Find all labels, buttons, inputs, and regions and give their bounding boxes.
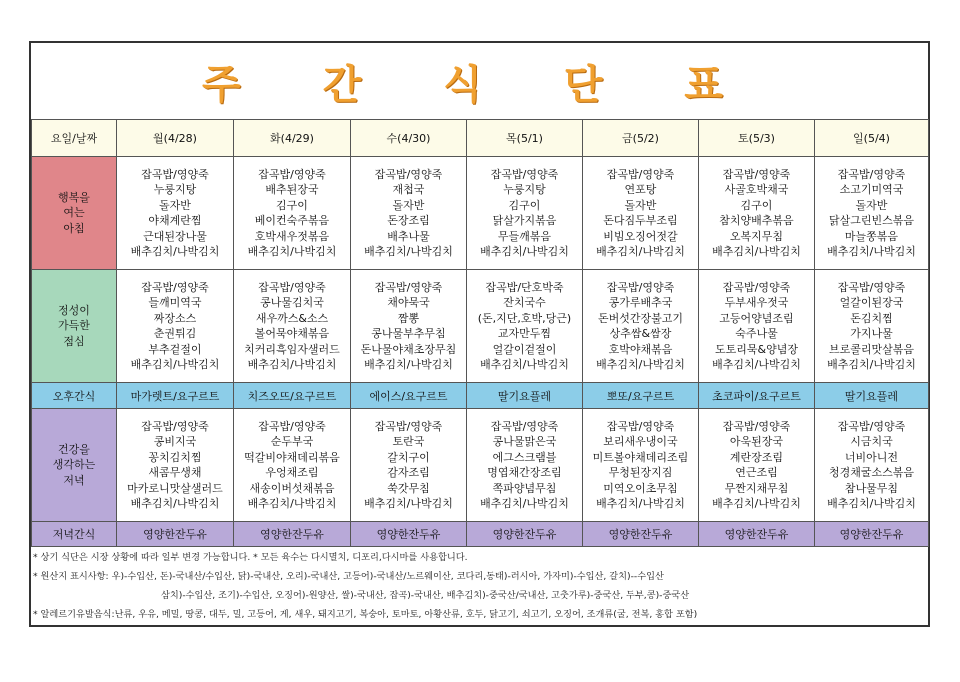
menu-item: 잡곡밥/영양죽 [141, 167, 209, 181]
breakfast-label [32, 157, 117, 270]
menu-item: 고등어양념조림 [719, 311, 794, 325]
menu-item: 배추김치/나박김치 [247, 358, 337, 371]
evening-snack-cell: 영양한잔두유 [351, 522, 467, 547]
menu-item: 잡곡밥/영양죽 [722, 419, 791, 433]
label-line: 저녁 [63, 473, 85, 487]
label-line: 행복을 [58, 190, 90, 204]
menu-item: 아욱된장국 [729, 435, 784, 448]
menu-item: 야채계란찜 [148, 214, 202, 227]
menu-item: 콩가루배추국 [608, 296, 673, 309]
menu-item: 잡곡밥/영양죽 [606, 280, 675, 294]
menu-item: 돌자반 [392, 198, 425, 212]
menu-item: 배추김치/나박김치 [827, 245, 916, 258]
menu-item: 비빔오징어젓갈 [603, 229, 678, 243]
menu-item: 잡곡밥/영양죽 [837, 167, 906, 181]
evening-snack-cell: 영양한잔두유 [234, 522, 351, 547]
menu-item: 배추김치/나박김치 [130, 497, 220, 510]
lunch-label [32, 270, 117, 383]
dinner-cell [699, 409, 815, 522]
evening-snack-cell: 영양한잔두유 [467, 522, 583, 547]
lunch-cell [234, 270, 351, 383]
menu-item: 잡곡밥/영양죽 [490, 167, 559, 181]
menu-item: 베이컨숙주볶음 [254, 214, 330, 227]
menu-item: 잡곡밥/영양죽 [490, 419, 559, 433]
menu-item: 잡곡밥/영양죽 [258, 419, 326, 433]
menu-item: 호박새우젓볶음 [254, 229, 330, 243]
label-line: 정성이 [58, 303, 90, 317]
menu-item: 짬뽕 [397, 311, 420, 325]
menu-item: 잡곡밥/영양죽 [722, 167, 791, 181]
menu-item: 배추김치/나박김치 [480, 358, 569, 371]
evening-snack-cell: 영양한잔두유 [815, 522, 929, 547]
menu-item: 갈치구이 [387, 450, 430, 464]
breakfast-row [32, 157, 929, 270]
menu-item: 누룽지탕 [153, 183, 197, 196]
day-header: 일(5/4) [815, 120, 929, 157]
menu-item: 도토리묵&양념장 [715, 342, 798, 356]
evening-snack-cell: 영양한잔두유 [117, 522, 234, 547]
dinner-cell [583, 409, 699, 522]
note-line: * 상기 식단은 시장 상황에 따라 일부 변경 가능합니다. * 모든 육수는 다시멸치, 디포리,다시마를 사용합니다. [33, 552, 468, 563]
menu-item: 새송이버섯채볶음 [249, 481, 335, 495]
menu-item: 너비아니전 [844, 450, 899, 464]
menu-item: 잡곡밥/영양죽 [606, 419, 675, 433]
menu-item: 잡곡밥/영양죽 [722, 280, 791, 294]
menu-item: 무짠지채무침 [724, 481, 789, 495]
menu-item: 배추김치/나박김치 [712, 245, 801, 258]
day-header: 토(5/3) [699, 120, 815, 157]
menu-item: 춘권튀김 [153, 327, 197, 340]
note-line: * 알레르기유발음식:난류, 우유, 메밀, 땅콩, 대두, 밀, 고등어, 게, 새우, 돼지고기, 복숭아, 토마토, 아황산류, 호두, 닭고기, 쇠고기, 오징어, 조개류(굴, 전복, 홍합 포함) [33, 609, 698, 620]
menu-item: 잡곡밥/영양죽 [606, 167, 675, 181]
label-line: 가득한 [58, 319, 90, 333]
menu-item: 무들깨볶음 [497, 229, 552, 243]
menu-item: 짜장소스 [153, 311, 197, 325]
menu-item: 닭살그린빈스볶음 [828, 214, 914, 227]
menu-item: 명엽채간장조림 [487, 466, 562, 479]
snack-cell: 마가렛트/요구르트 [117, 383, 234, 409]
menu-item: 배추김치/나박김치 [596, 497, 685, 510]
menu-item: 잡곡밥/영양죽 [837, 419, 906, 433]
evening-snack-label: 저녁간식 [32, 522, 117, 547]
menu-item: 새우까스&소스 [255, 311, 329, 325]
snack-cell: 딸기요플레 [815, 383, 929, 409]
evening-snack-cell: 영양한잔두유 [699, 522, 815, 547]
menu-item: 숙주나물 [735, 327, 778, 340]
menu-item: 배추김치/나박김치 [247, 245, 337, 258]
menu-item: 잡곡밥/영양죽 [258, 167, 326, 181]
label-line: 여는 [63, 206, 85, 220]
menu-item: 배추김치/나박김치 [364, 497, 453, 510]
breakfast-cell [583, 157, 699, 270]
header-row [32, 120, 929, 157]
menu-item: 콩비지국 [153, 435, 197, 448]
menu-item: 얼갈이겉절이 [492, 342, 557, 356]
dinner-row [32, 409, 929, 522]
menu-item: 참치양배추볶음 [719, 214, 794, 227]
menu-item: 배추김치/나박김치 [130, 245, 220, 258]
day-header: 수(4/30) [351, 120, 467, 157]
menu-item: 시금치국 [850, 435, 893, 448]
menu-item: 김구이 [740, 198, 773, 212]
menu-item: 배추김치/나박김치 [364, 358, 453, 371]
menu-item: 배추김치/나박김치 [480, 245, 569, 258]
menu-item: 돌자반 [855, 198, 888, 212]
menu-item: 감자조림 [387, 466, 430, 479]
menu-item: 돈버섯간장불고기 [597, 311, 683, 325]
menu-item: 부추겉절이 [148, 342, 202, 356]
label-line: 건강을 [58, 442, 90, 456]
snack-cell: 치즈오뜨/요구르트 [234, 383, 351, 409]
lunch-cell [467, 270, 583, 383]
menu-item: 배추된장국 [265, 183, 319, 196]
menu-item: 누룽지탕 [503, 183, 546, 196]
page-title: 주 간 식 단 표 [202, 60, 757, 108]
title-banner [31, 43, 928, 121]
menu-item: 잡곡밥/영양죽 [374, 167, 443, 181]
snack-cell: 뽀또/요구르트 [583, 383, 699, 409]
menu-item: 잡곡밥/영양죽 [374, 419, 443, 433]
dinner-cell [351, 409, 467, 522]
dinner-cell [815, 409, 929, 522]
menu-item: 배추김치/나박김치 [596, 245, 685, 258]
breakfast-cell [815, 157, 929, 270]
snack-cell: 에이스/요구르트 [351, 383, 467, 409]
menu-item: 오복지무침 [729, 229, 784, 243]
breakfast-cell [467, 157, 583, 270]
menu-item: 배추김치/나박김치 [712, 358, 801, 371]
menu-item: 배추김치/나박김치 [827, 358, 916, 371]
menu-item: 쪽파양념무침 [492, 481, 557, 495]
snack-label: 오후간식 [32, 383, 117, 409]
snack-cell: 초코파이/요구르트 [699, 383, 815, 409]
menu-item: 김구이 [276, 198, 308, 212]
menu-item: 미트볼야채데리조림 [592, 450, 689, 464]
menu-item: 배추김치/나박김치 [827, 497, 916, 510]
menu-item: 돌자반 [159, 198, 191, 212]
menu-item: 배추김치/나박김치 [130, 358, 220, 371]
menu-item: 잡곡밥/단호박죽 [485, 280, 564, 294]
menu-item: 교자만두찜 [497, 327, 552, 340]
menu-item: 콩나물부추무침 [371, 327, 446, 340]
menu-item: 근대된장나물 [143, 229, 207, 243]
lunch-row [32, 270, 929, 383]
menu-item: 잡곡밥/영양죽 [258, 280, 326, 294]
menu-item: 사골호박채국 [724, 183, 789, 196]
menu-item: 돈장조림 [387, 214, 430, 227]
menu-item: 배추김치/나박김치 [247, 497, 337, 510]
menu-item: 돈나물야채초장무침 [360, 342, 457, 356]
menu-item: 꽁치김치찜 [148, 450, 202, 464]
menu-item: 치커리흑임자샐러드 [244, 342, 340, 356]
menu-item: 마늘쫑볶음 [844, 229, 899, 243]
menu-sheet [29, 41, 930, 627]
menu-item: 브로콜리맛살볶음 [828, 342, 914, 356]
menu-item: 볼어묵야채볶음 [254, 327, 330, 340]
menu-item: 쑥갓무침 [387, 481, 430, 495]
menu-item: 돌자반 [624, 198, 657, 212]
menu-item: 청경채굴소스볶음 [828, 466, 914, 479]
breakfast-cell [117, 157, 234, 270]
day-header: 화(4/29) [234, 120, 351, 157]
day-header: 금(5/2) [583, 120, 699, 157]
label-line: 점심 [63, 334, 85, 348]
notes-section [33, 548, 926, 624]
menu-item: 토란국 [392, 435, 425, 448]
breakfast-cell [351, 157, 467, 270]
dinner-cell [117, 409, 234, 522]
menu-item: 우엉채조림 [265, 466, 319, 479]
note-line: * 원산지 표시사항: 우)-수입산, 돈)-국내산/수입산, 닭)-국내산, 오리)-국내산, 고등어)-국내산/노르웨이산, 코다리,동태)-러시아, 가자미)-수입산, 갈치)--수입산 [33, 571, 664, 582]
lunch-cell [699, 270, 815, 383]
menu-item: 잡곡밥/영양죽 [374, 280, 443, 294]
menu-item: 두부새우젓국 [724, 296, 789, 309]
menu-item: 배추김치/나박김치 [596, 358, 685, 371]
lunch-cell [815, 270, 929, 383]
menu-item: 마카로니맛살샐러드 [127, 481, 223, 495]
day-header: 목(5/1) [467, 120, 583, 157]
menu-item: 순두부국 [270, 435, 314, 448]
snack-row [32, 383, 929, 409]
menu-item: 채야묵국 [387, 296, 430, 309]
label-line: 아침 [63, 221, 85, 235]
menu-item: 새콤무생채 [148, 466, 202, 479]
menu-item: 배추나물 [387, 229, 430, 243]
menu-item: 소고기미역국 [839, 183, 904, 196]
day-header: 월(4/28) [117, 120, 234, 157]
menu-item: 콩나물맑은국 [492, 435, 557, 448]
menu-item: 보리새우냉이국 [603, 435, 678, 448]
label-line: 생각하는 [52, 458, 96, 472]
menu-item: 김구이 [508, 198, 541, 212]
evening-snack-cell: 영양한잔두유 [583, 522, 699, 547]
menu-item: 돈김치찜 [850, 311, 893, 325]
menu-item: 잔치국수 [503, 296, 546, 309]
snack-cell: 딸기요플레 [467, 383, 583, 409]
evening-snack-row [32, 522, 929, 547]
lunch-cell [117, 270, 234, 383]
menu-item: 연근조림 [735, 466, 778, 479]
dinner-label [32, 409, 117, 522]
menu-item: 배추김치/나박김치 [480, 497, 569, 510]
menu-item: 에그스크램블 [492, 450, 557, 464]
menu-item: (돈,지단,호박,당근) [477, 311, 572, 325]
lunch-cell [351, 270, 467, 383]
menu-item: 떡갈비야채데리볶음 [244, 450, 340, 464]
menu-item: 배추김치/나박김치 [364, 245, 453, 258]
dinner-cell [467, 409, 583, 522]
menu-item: 미역오이초무침 [603, 481, 678, 495]
menu-item: 잡곡밥/영양죽 [837, 280, 906, 294]
menu-item: 연포탕 [624, 183, 657, 196]
corner-header: 요일/날짜 [32, 120, 117, 157]
menu-item: 무청된장지짐 [608, 466, 673, 479]
menu-item: 돈다짐두부조림 [603, 214, 678, 227]
menu-item: 얼갈이된장국 [839, 296, 904, 309]
menu-item: 닭살가지볶음 [492, 214, 557, 227]
weekly-menu-table [31, 119, 929, 547]
menu-item: 상추쌈&쌈장 [609, 327, 672, 340]
dinner-cell [234, 409, 351, 522]
breakfast-cell [699, 157, 815, 270]
breakfast-cell [234, 157, 351, 270]
menu-item: 가지나물 [850, 327, 893, 340]
menu-item: 재첩국 [392, 183, 425, 196]
menu-item: 들깨미역국 [148, 296, 202, 309]
menu-item: 잡곡밥/영양죽 [141, 419, 209, 433]
menu-item: 계란장조림 [729, 450, 784, 464]
menu-item: 배추김치/나박김치 [712, 497, 801, 510]
menu-item: 잡곡밥/영양죽 [141, 280, 209, 294]
menu-item: 콩나물김치국 [260, 296, 324, 309]
lunch-cell [583, 270, 699, 383]
menu-item: 참나물무침 [844, 481, 899, 495]
menu-item: 호박야채볶음 [608, 342, 673, 356]
note-line: 삼치)-수입산, 조기)-수입산, 오징어)-원양산, 쌀)-국내산, 잡곡)-국내산, 배추김치)-중국산/국내산, 고춧가루)-중국산, 두부,콩)-중국산 [161, 590, 690, 601]
